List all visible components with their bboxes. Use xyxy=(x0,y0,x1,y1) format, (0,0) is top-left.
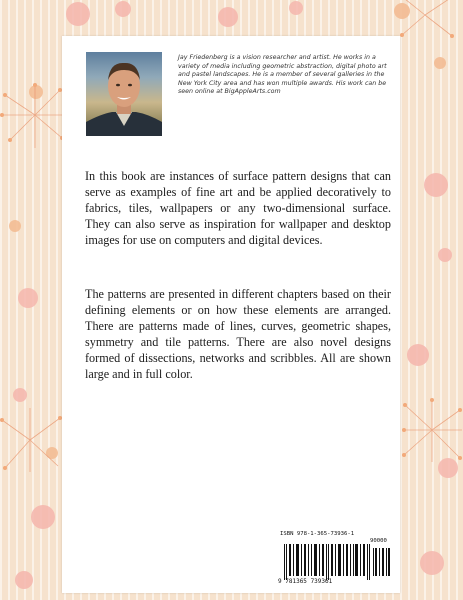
isbn-barcode xyxy=(278,531,394,591)
isbn-label: ISBN 978-1-365-73936-1 xyxy=(280,531,355,537)
price-code: 90000 xyxy=(370,538,387,544)
description-paragraph-1: In this book are instances of surface pattern designs that can serve as examples of fine art and be applied decoratively to fabrics, tiles, wallpapers or any two-dimensional surface. They can also serve as inspiration for wallpaper and desktop images for use on computers and digital devices. xyxy=(85,169,391,247)
isbn-digits: 9 781365 739361 xyxy=(278,578,333,585)
description-paragraph-2: The patterns are presented in different chapters based on their defining elements or on how these elements are arranged. There are patterns made of lines, curves, geometric shapes, symmetry and tile patterns. There are also novel designs formed of dissections, networks and scribbles. All are shown large and in full color. xyxy=(85,287,391,381)
author-photo xyxy=(86,52,162,136)
barcode-bars xyxy=(284,544,390,580)
author-bio: Jay Friedenberg is a vision researcher and artist. He works in a variety of media including geometric abstraction, digital photo art and pastel landscapes. He is a member of several galleries in the New York City area and has won multiple awards. His work can be seen online at BigAppleArts.com xyxy=(178,54,387,96)
